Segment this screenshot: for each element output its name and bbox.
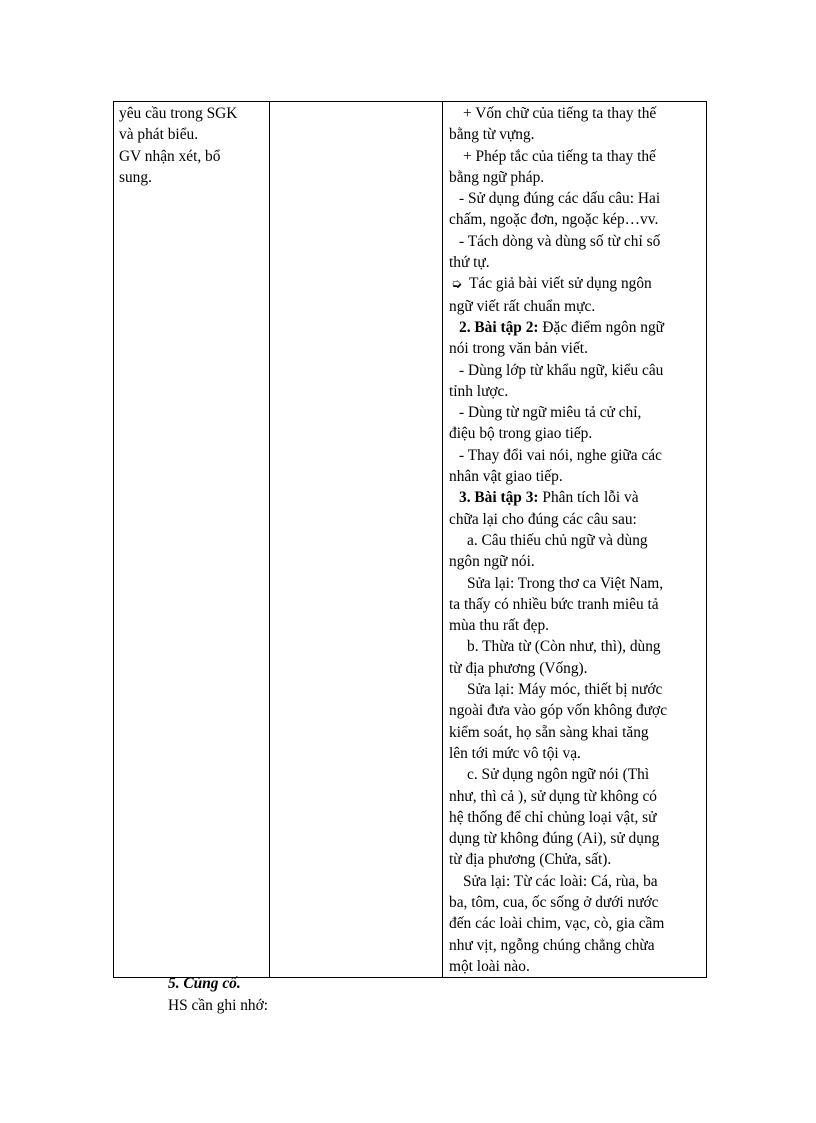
section-text: HS cần ghi nhớ: [168, 997, 269, 1014]
text-line: nhân vật giao tiếp. [449, 468, 563, 486]
text-line: tỉnh lược. [449, 382, 509, 400]
text-line: b. Thừa từ (Còn như, thì), dùng [467, 638, 661, 656]
text-line: ngôn ngữ nói. [449, 553, 535, 571]
text-line: Sửa lại: Trong thơ ca Việt Nam, [467, 574, 664, 592]
text-line: từ địa phương (Vống). [449, 659, 588, 677]
text-line: Phân tích lỗi và [542, 489, 639, 507]
text-line: GV nhận xét, bổ [119, 147, 221, 165]
text-line: và phát biểu. [119, 126, 199, 144]
content-cell [443, 102, 707, 978]
section-heading: 5. Củng cố. [168, 975, 241, 992]
text-line: dụng từ không đúng (Ai), sử dụng [449, 830, 660, 848]
text-line: yêu cầu trong SGK [119, 105, 238, 122]
text-line: ta thấy có nhiều bức tranh miêu tả [449, 595, 659, 613]
text-line: a. Câu thiếu chủ ngữ và dùng [467, 531, 648, 549]
exercise-heading [449, 487, 700, 508]
text-line: Sửa lại: Từ các loài: Cá, rùa, ba [463, 872, 658, 890]
student-activity-cell [270, 102, 443, 978]
text-line: kiểm soát, họ sẵn sàng khai tăng [449, 723, 649, 741]
text-line: từ địa phương (Chửa, sất). [449, 851, 612, 869]
text-line: chữa lại cho đúng các câu sau: [449, 510, 637, 528]
text-line: ba, tôm, cua, ốc sống ở dưới nước [449, 893, 659, 911]
text-line: - Dùng lớp từ khẩu ngữ, kiểu câu [459, 361, 664, 379]
arrow-icon: ➭ [451, 277, 462, 293]
text-line: + Phép tắc của tiếng ta thay thế [463, 147, 656, 165]
exercise-heading [449, 317, 700, 338]
text-line: nói trong văn bản viết. [449, 340, 588, 358]
text-line: c. Sử dụng ngôn ngữ nói (Thì [467, 766, 650, 784]
text-line: một loài nào. [449, 957, 530, 975]
text-line: Sửa lại: Máy móc, thiết bị nước [467, 681, 663, 699]
lesson-table [113, 101, 707, 978]
text-line: + Vốn chữ của tiếng ta thay thế [463, 105, 657, 122]
text-line: đến các loài chim, vạc, cò, gia cầm [449, 915, 665, 933]
text-line: như, thì cả ), sử dụng từ không có [449, 787, 657, 805]
text-line: lên tới mức vô tội vạ. [449, 744, 581, 762]
text-line: ngoài đưa vào góp vốn không được [449, 702, 668, 720]
text-line: chấm, ngoặc đơn, ngoặc kép…vv. [449, 211, 659, 229]
text-line: thứ tự. [449, 254, 490, 272]
text-line: hệ thống để chỉ chủng loại vật, sử [449, 808, 657, 826]
text-line: như vịt, ngỗng chúng chẳng chừa [449, 936, 655, 954]
text-line: - Sử dụng đúng các dấu câu: Hai [459, 190, 661, 208]
text-line: - Dùng từ ngữ miêu tả cử chỉ, [459, 404, 642, 422]
teacher-activity-cell [114, 102, 270, 978]
text-line: mùa thu rất đẹp. [449, 617, 550, 635]
exercise-3-label: 3. Bài tập 3: [459, 489, 539, 507]
conclusion-line [449, 273, 700, 295]
text-line: Đặc điểm ngôn ngữ [542, 318, 664, 336]
text-line: - Thay đổi vai nói, nghe giữa các [459, 446, 662, 464]
text-line: bằng từ vựng. [449, 126, 535, 144]
text-line: bằng ngữ pháp. [449, 168, 545, 186]
text-line: sung. [119, 168, 152, 186]
text-line: ngữ viết rất chuẩn mực. [449, 297, 596, 315]
text-line: - Tách dòng và dùng số từ chỉ số [459, 232, 661, 250]
exercise-2-label: 2. Bài tập 2: [459, 318, 539, 336]
text-line: Tác giả bài viết sử dụng ngôn [469, 275, 652, 293]
text-line: điệu bộ trong giao tiếp. [449, 425, 593, 443]
table-row [114, 102, 707, 978]
